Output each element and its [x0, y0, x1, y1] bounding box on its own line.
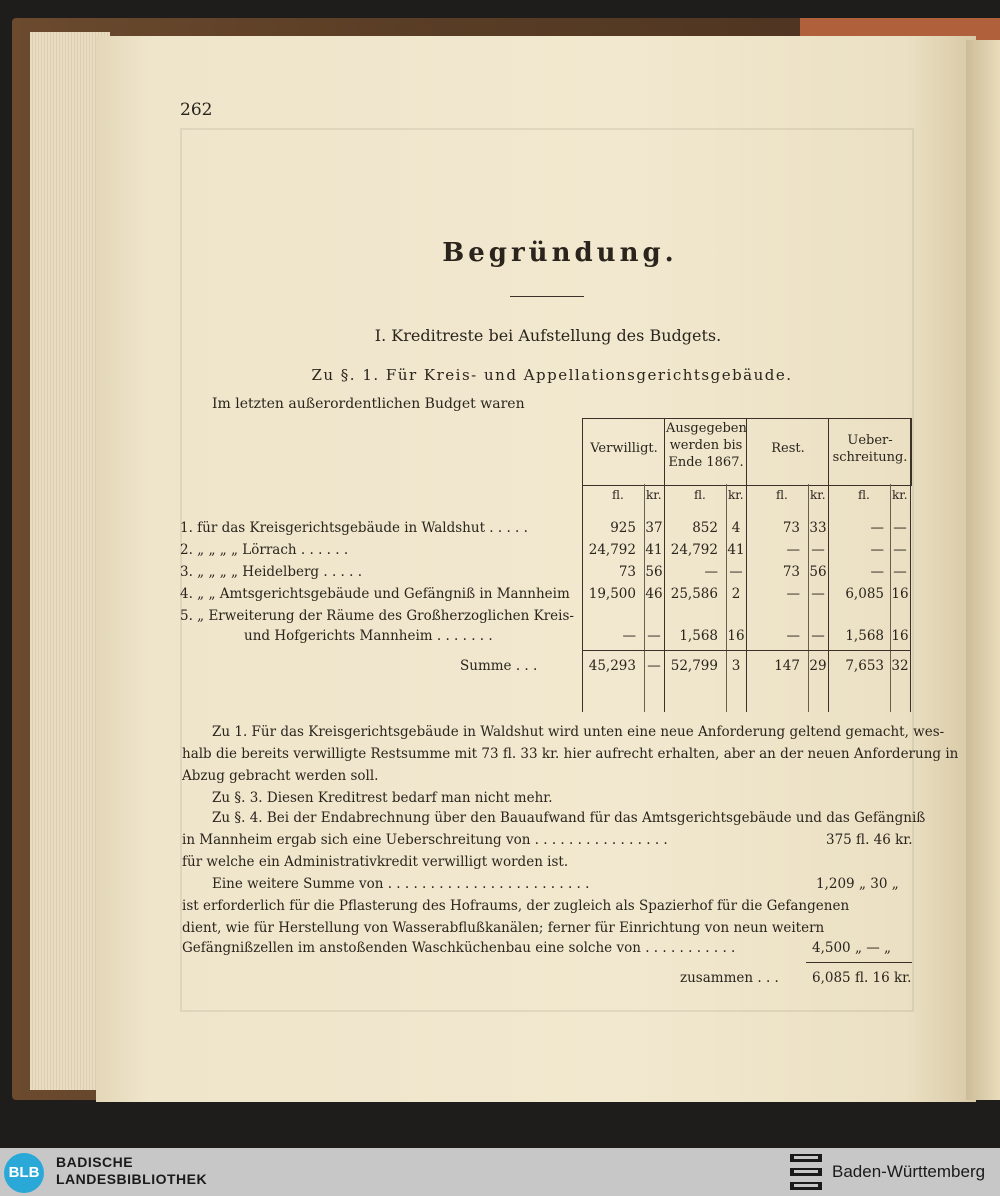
- paragraph-line: in Mannheim ergab sich eine Ueberschreitung von . . . . . . . . . . . . . . . .: [182, 832, 668, 848]
- row-label: 1. für das Kreisgerichtsgebäude in Waldshut . . . . .: [180, 520, 528, 536]
- sum-cell: 7,653: [845, 658, 884, 674]
- paragraph-line: für welche ein Administrativkredit verwilligt worden ist.: [182, 854, 569, 870]
- table-cell: 19,500: [588, 586, 636, 602]
- unit-fl: fl.: [776, 488, 788, 502]
- table-cell: 73: [618, 564, 636, 580]
- amount-375: 375 fl. 46 kr.: [826, 832, 913, 848]
- table-cell: —: [870, 520, 884, 536]
- header-ueber-line: Ueber-: [847, 433, 893, 448]
- row-label: und Hofgerichts Mannheim . . . . . . .: [244, 628, 493, 644]
- library-name-line: BADISCHE: [56, 1154, 134, 1170]
- row-label: 5. „ Erweiterung der Räume des Großherzoglichen Kreis-: [180, 608, 574, 624]
- unit-kr: kr.: [810, 488, 826, 502]
- header-ueber-line: schreitung.: [832, 450, 908, 465]
- sum-cell: 3: [731, 658, 741, 674]
- paragraph-line: ist erforderlich für die Pflasterung des Hofraums, der zugleich als Spazierhof für die Gefangenen: [182, 898, 850, 914]
- table-cell: —: [893, 520, 907, 536]
- paragraph-line: Zu 1. Für das Kreisgerichtsgebäude in Waldshut wird unten eine neue Anforderung geltend gemacht, wes-: [212, 724, 945, 740]
- total-label: zusammen . . .: [680, 970, 779, 986]
- total-rule: [806, 962, 912, 963]
- table-cell: 852: [692, 520, 718, 536]
- table-cell: 16: [891, 586, 909, 602]
- header-ueberschreitung: [830, 432, 910, 466]
- unit-fl: fl.: [694, 488, 706, 502]
- table-cell: —: [811, 542, 825, 558]
- table-cell: 41: [727, 542, 745, 558]
- table-cell: 2: [731, 586, 741, 602]
- table-line: [910, 418, 911, 712]
- page-gutter: [966, 40, 1000, 1100]
- table-cell: 1,568: [679, 628, 718, 644]
- total-amount: 6,085 fl. 16 kr.: [812, 970, 912, 986]
- table-cell: 33: [809, 520, 827, 536]
- amount-1209: 1,209 „ 30 „: [816, 876, 899, 892]
- row-label: 4. „ „ Amtsgerichtsgebäude und Gefängniß in Mannheim: [180, 586, 570, 602]
- blb-logo[interactable]: BLB: [4, 1153, 44, 1193]
- table-cell: 925: [610, 520, 636, 536]
- table-cell: 46: [645, 586, 663, 602]
- table-cell: 41: [645, 542, 663, 558]
- table-cell: 24,792: [670, 542, 718, 558]
- table-cell: —: [704, 564, 718, 580]
- sum-cell: 29: [809, 658, 827, 674]
- table-cell: —: [786, 542, 800, 558]
- table-cell: —: [786, 628, 800, 644]
- table-cell: —: [786, 586, 800, 602]
- section-heading: I. Kreditreste bei Aufstellung des Budgets.: [374, 326, 722, 345]
- table-cell: —: [811, 586, 825, 602]
- table-cell: 73: [782, 564, 800, 580]
- table-cell: 56: [809, 564, 827, 580]
- table-cell: 37: [645, 520, 663, 536]
- header-verwilligt: Verwilligt.: [590, 441, 658, 456]
- library-name-line: LANDESBIBLIOTHEK: [56, 1171, 208, 1187]
- header-rest: Rest.: [771, 441, 805, 456]
- paragraph-line: dient, wie für Herstellung von Wasserabflußkanälen; ferner für Einrichtung von neun weitern: [182, 920, 825, 936]
- paragraph-line: Zu §. 3. Diesen Kreditrest bedarf man nicht mehr.: [212, 790, 553, 806]
- table-cell: 6,085: [845, 586, 884, 602]
- unit-fl: fl.: [612, 488, 624, 502]
- amount-4500: 4,500 „ — „: [812, 940, 892, 956]
- page-number: 262: [180, 100, 213, 120]
- state-name[interactable]: Baden-Württemberg: [832, 1162, 986, 1181]
- table-cell: 16: [727, 628, 745, 644]
- table-cell: 25,586: [670, 586, 718, 602]
- lion-crest-icon: [788, 1152, 824, 1192]
- intro-text: Im letzten außerordentlichen Budget waren: [212, 396, 525, 412]
- header-ausgegeben-line: werden bis: [669, 438, 743, 453]
- row-label: 3. „ „ „ „ Heidelberg . . . . .: [180, 564, 362, 580]
- paragraph-line: Abzug gebracht werden soll.: [182, 768, 379, 784]
- table-cell: 4: [731, 520, 741, 536]
- header-ausgegeben-line: Ende 1867.: [668, 455, 744, 470]
- sum-label: Summe . . .: [460, 658, 538, 674]
- table-cell: 24,792: [588, 542, 636, 558]
- table-cell: —: [870, 564, 884, 580]
- paragraph-line: Zu §. 4. Bei der Endabrechnung über den Bauaufwand für das Amtsgerichtsgebäude und das Gefängniß: [212, 810, 926, 826]
- table-cell: —: [893, 542, 907, 558]
- unit-kr: kr.: [646, 488, 662, 502]
- table-cell: —: [893, 564, 907, 580]
- table-cell: —: [622, 628, 636, 644]
- unit-kr: kr.: [728, 488, 744, 502]
- table-cell: —: [647, 628, 661, 644]
- table-cell: —: [870, 542, 884, 558]
- sum-cell: —: [647, 658, 661, 674]
- sum-cell: 32: [891, 658, 909, 674]
- paragraph-line: Gefängnißzellen im anstoßenden Waschküchenbau eine solche von . . . . . . . . . . .: [182, 940, 736, 956]
- table-cell: —: [729, 564, 743, 580]
- sum-cell: 52,799: [670, 658, 718, 674]
- table-cell: —: [811, 628, 825, 644]
- subsection-heading: Zu §. 1. Für Kreis- und Appellationsgerichtsgebäude.: [311, 366, 793, 384]
- paragraph-line: Eine weitere Summe von . . . . . . . . . . . . . . . . . . . . . . . .: [212, 876, 590, 892]
- sum-cell: 45,293: [588, 658, 636, 674]
- sum-rule: [582, 650, 910, 651]
- unit-fl: fl.: [858, 488, 870, 502]
- table-cell: 16: [891, 628, 909, 644]
- table-cell: 1,568: [845, 628, 884, 644]
- unit-kr: kr.: [892, 488, 908, 502]
- page-title: Begründung.: [442, 238, 678, 268]
- sum-cell: 147: [774, 658, 800, 674]
- library-name[interactable]: [56, 1154, 207, 1188]
- table-cell: 56: [645, 564, 663, 580]
- paragraph-line: halb die bereits verwilligte Restsumme mit 73 fl. 33 kr. hier aufrecht erhalten, aber an der neuen Anforderung in: [182, 746, 959, 762]
- header-ausgegeben-line: Ausgegeben: [666, 421, 747, 436]
- title-rule: [510, 296, 584, 297]
- row-label: 2. „ „ „ „ Lörrach . . . . . .: [180, 542, 349, 558]
- table-cell: 73: [782, 520, 800, 536]
- header-ausgegeben: [666, 420, 746, 471]
